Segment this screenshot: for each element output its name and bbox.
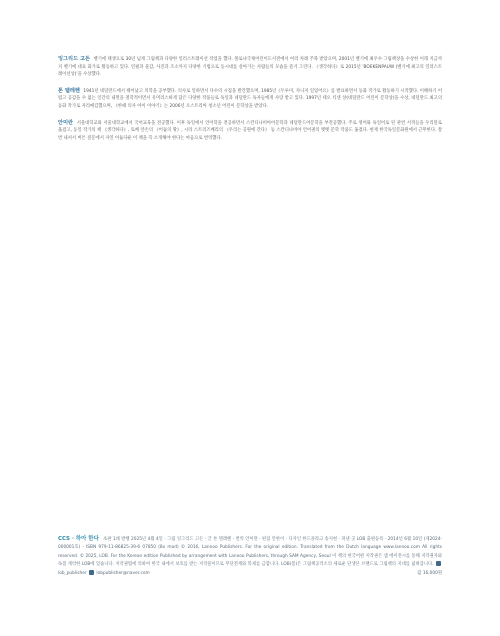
bio-text-translator: 서울대학교와 서울대학교에서 국어교육을 전공했다. 이후 독일에서 언어학을 전공하면서 스칸디나비아어문학과 네덜란드어문학을 부전공했다. 주로 영어와 독일어로 된 관련 서적들을 우리말로 옮겼고, 동일 작가의 책 《생각하다》, 토베 얀손의 《어둠의 땅》, 시라 스트리즈베리의 《우리는 공원에 간다》 등 스칸디나비아 언어권의 옛옛 문학 작품도 옮겼다. 현재 한국독일문화원에서 근무한다. 잘 번 내셔서 버튼 질문에서 자연 어둡다운 이 책을 꼭 소개해야 한다는 마음으로 번역했다. <box>58 120 442 141</box>
bio-text-illustrator: 벨기에 태생으로 30년 넘게 그림책과 다양한 일러스트레이션 작업을 했다. 볼로냐국제어린이도서전에서 여러 차례 주목 받았으며, 2001년 벨기에 최우수 그림책상을 수상한 이래 지금까지 벨기에 대표 화가로 활동하고 있다. 연필과 물감, 사진과 조소까지 다양한 기법으로 동시대를 살아가는 사람들의 모습을 즐겨 그린다. 《생각하다》로 2015년 'BOEKENPAUW (벨기에 최고의 일러스트레이션상)'을 수상했다. <box>58 57 442 78</box>
bio-section <box>58 56 442 151</box>
email-icon <box>89 570 94 575</box>
instagram-icon <box>436 561 441 566</box>
bio-translator <box>58 120 442 143</box>
bio-text-author: 1941년 네덜란드에서 태어났고 의학을 공부했다. 의사로 일하면서 다수의 시집을 발간했으며, 1985년《두루미, 자니저 일었어요》를 발표하면서 동화 작가로 활동하기 시작했다. 이해하기 어렵고 공감을 수 없는 인간의 내면을 철학적이면서 유머러스하게 담은 다양한 작품들로 독일과 네덜란드 독자들에게 사랑 받고 있다. 1997년 테오 티센 상(네덜란드 어린이 문학상)을 수상, 네덜란드 최고의 동화 작가로 자리매김했으며, 《한때 의사 아이 이야기》는 2006년 오스트리아 청소년 어린이 문학상을 받았다. <box>58 88 443 109</box>
bio-illustrator <box>58 56 442 79</box>
colophon-title: CCS · 하아 한다 <box>58 536 99 542</box>
colophon-line-3: www.lannoo.com All rights reserved. © 2025, LOB. For the Korean edition Published by arrangement with Lannoo Publishers, through SAM Agency, Seoul 이 <box>58 545 442 559</box>
bio-author <box>58 88 442 111</box>
colophon <box>58 535 442 578</box>
colophon-line-5: LOB(봄)은 그림책공작소의 새로운 단생본 브랜드로 그림책의 지대를 넓혀갑니다. <box>281 562 434 568</box>
email-address: lobpublisher@naver.com <box>96 570 150 576</box>
colophon-line-1: 초판 1쇄 발행 2025년 4월 4일 · 그림 잉그리드 고돈 · 글 톤 텔레헨 · 번역 안미란 · 편집 안한이 · 디자인 한드플라크 송지현 · 펴낸 곳 LOB 출판등록 · 2014년 6월 <box>103 537 412 542</box>
colophon-line-4: 책의 한국어판 저작권은 샘 에이전시를 통해 저작권자와 독점 계약한 LOB에 있습니다. 저작권법에 의하여 한국 내에서 보호를 받는 저작물이므로 무단전재와 복제를 금합니다. <box>58 553 443 568</box>
bio-name-translator: 안미란 <box>58 119 74 126</box>
instagram-handle: lob_publisher <box>58 570 87 576</box>
bio-name-illustrator: 잉그리드 고돈 <box>58 56 91 62</box>
price: 값 16,000원 <box>417 570 442 576</box>
bio-name-author: 톤 텔레헨 <box>58 87 80 94</box>
colophon-line-2: 10일 (제2024-000001호) · ISBN 979-11-86825-39-6 07850 (8x mod) © 2016, Lannoo Publishers. For the original edition. Translated from the Dutch language <box>58 537 442 551</box>
